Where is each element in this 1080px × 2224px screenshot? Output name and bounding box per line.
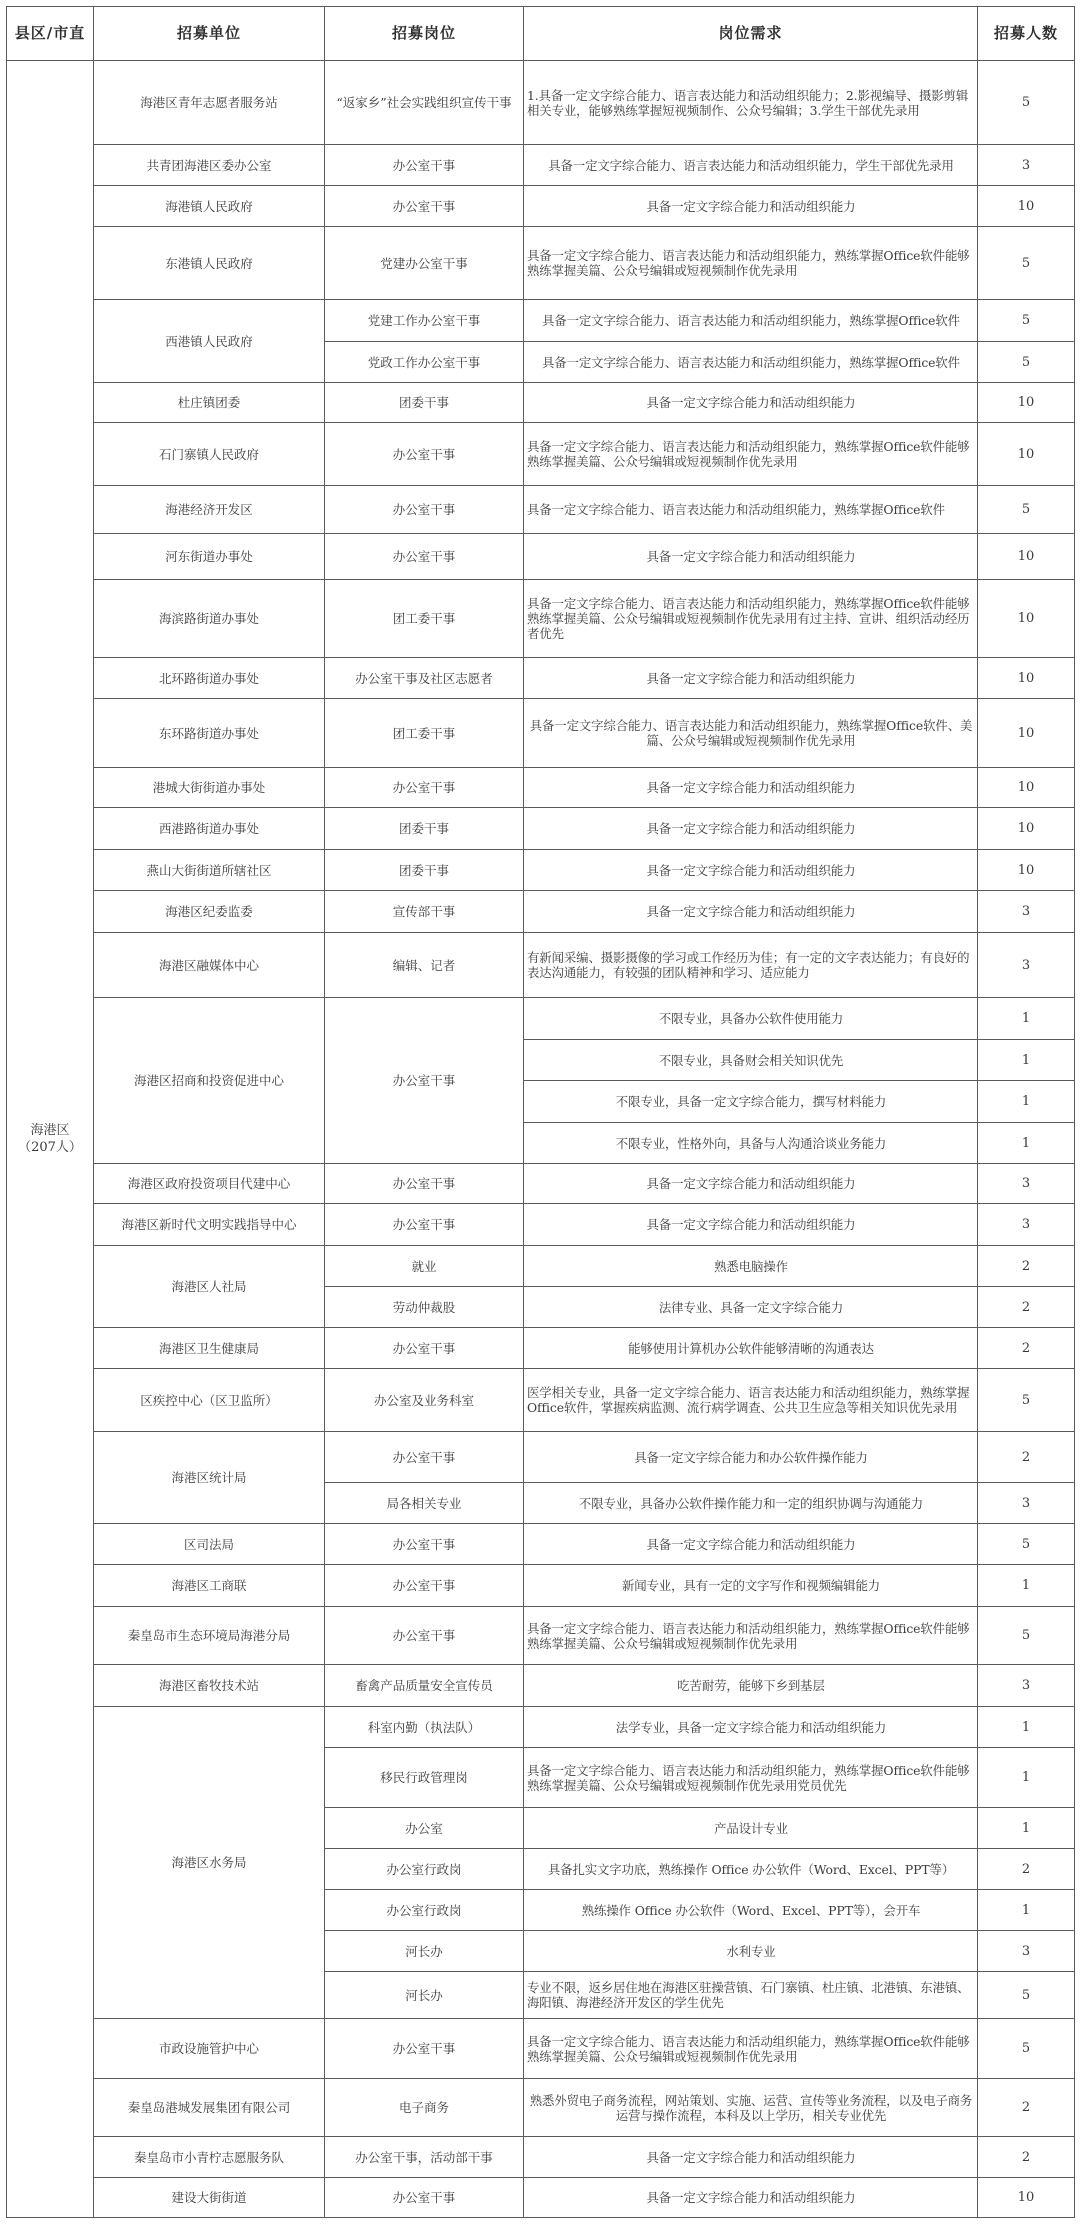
requirements-cell: 具备一定文字综合能力和活动组织能力 <box>524 2178 978 2218</box>
count-cell: 1 <box>978 1565 1075 1607</box>
requirements-cell: 具备一定文字综合能力、语言表达能力和活动组织能力，熟练掌握Office软件、美篇、公众号编辑或短视频制作优先录用 <box>524 699 978 768</box>
table-row <box>7 1369 1075 1432</box>
unit-cell: 河东街道办事处 <box>94 534 325 580</box>
count-cell: 5 <box>978 227 1075 300</box>
count-cell: 2 <box>978 1328 1075 1369</box>
count-cell: 5 <box>978 61 1075 145</box>
requirements-cell: 不限专业，具备办公软件操作能力和一定的组织协调与沟通能力 <box>524 1483 978 1524</box>
position-cell: 电子商务 <box>325 2079 524 2137</box>
position-cell: 团工委干事 <box>325 580 524 658</box>
unit-cell: 海滨路街道办事处 <box>94 580 325 658</box>
position-cell: 团委干事 <box>325 383 524 423</box>
unit-cell: 海港经济开发区 <box>94 486 325 534</box>
table-row <box>7 658 1075 699</box>
count-cell: 3 <box>978 1483 1075 1524</box>
position-cell: 宣传部干事 <box>325 891 524 933</box>
count-cell: 1 <box>978 1040 1075 1081</box>
requirements-cell: 法律专业、具备一定文字综合能力 <box>524 1287 978 1328</box>
count-cell: 3 <box>978 1164 1075 1204</box>
requirements-cell: 产品设计专业 <box>524 1808 978 1849</box>
requirements-cell: 熟练操作 Office 办公软件（Word、Excel、PPT等），会开车 <box>524 1890 978 1931</box>
requirements-cell: 熟悉电脑操作 <box>524 1246 978 1287</box>
table-row <box>7 1328 1075 1369</box>
requirements-cell: 具备一定文字综合能力、语言表达能力和活动组织能力，熟练掌握Office软件能够熟练掌握美篇、公众号编辑或短视频制作优先录用 <box>524 227 978 300</box>
unit-cell: 区疾控中心（区卫监所） <box>94 1369 325 1432</box>
requirements-cell: 具备一定文字综合能力和活动组织能力 <box>524 808 978 850</box>
table-row <box>7 768 1075 808</box>
requirements-cell: 水利专业 <box>524 1931 978 1972</box>
unit-cell: 燕山大街街道所辖社区 <box>94 850 325 891</box>
unit-cell: 东港镇人民政府 <box>94 227 325 300</box>
position-cell: 畜禽产品质量安全宣传员 <box>325 1665 524 1707</box>
requirements-cell: 法学专业，具备一定文字综合能力和活动组织能力 <box>524 1707 978 1748</box>
position-cell: 团工委干事 <box>325 699 524 768</box>
table-row <box>7 383 1075 423</box>
unit-cell: 海港区卫生健康局 <box>94 1328 325 1369</box>
requirements-cell: 具备一定文字综合能力和活动组织能力 <box>524 850 978 891</box>
count-cell: 2 <box>978 1246 1075 1287</box>
count-cell: 5 <box>978 1607 1075 1665</box>
count-cell: 3 <box>978 1204 1075 1246</box>
table-row <box>7 61 1075 145</box>
position-cell: 就业 <box>325 1246 524 1287</box>
table-row <box>7 423 1075 486</box>
district-name: 海港区 <box>30 1123 70 1138</box>
position-cell: 局各相关专业 <box>325 1483 524 1524</box>
requirements-cell: 具备一定文字综合能力和活动组织能力 <box>524 383 978 423</box>
count-cell: 10 <box>978 850 1075 891</box>
table-row <box>7 1524 1075 1565</box>
unit-cell: 杜庄镇团委 <box>94 383 325 423</box>
position-cell: 办公室干事 <box>325 2019 524 2079</box>
position-cell: 办公室干事 <box>325 998 524 1164</box>
position-cell: 团委干事 <box>325 850 524 891</box>
requirements-cell: 具备一定文字综合能力、语言表达能力和活动组织能力，熟练掌握Office软件 <box>524 486 978 534</box>
requirements-cell: 具备一定文字综合能力和活动组织能力 <box>524 891 978 933</box>
requirements-cell: 不限专业，具备办公软件使用能力 <box>524 998 978 1040</box>
count-cell: 1 <box>978 998 1075 1040</box>
table-row <box>7 1204 1075 1246</box>
position-cell: 党政工作办公室干事 <box>325 342 524 383</box>
requirements-cell: 不限专业，性格外向，具备与人沟通洽谈业务能力 <box>524 1123 978 1164</box>
table-row <box>7 2019 1075 2079</box>
count-cell: 10 <box>978 699 1075 768</box>
count-cell: 3 <box>978 1665 1075 1707</box>
requirements-cell: 1.具备一定文字综合能力、语言表达能力和活动组织能力；2.影视编导、摄影剪辑相关专业，能够熟练掌握短视频制作、公众号编辑；3.学生干部优先录用 <box>524 61 978 145</box>
requirements-cell: 具备一定文字综合能力、语言表达能力和活动组织能力，熟练掌握Office软件能够熟练掌握美篇、公众号编辑或短视频制作优先录用 <box>524 2019 978 2079</box>
table-row <box>7 1432 1075 1483</box>
unit-cell: 建设大街街道 <box>94 2178 325 2218</box>
count-cell: 2 <box>978 1432 1075 1483</box>
unit-cell: 共青团海港区委办公室 <box>94 145 325 186</box>
position-cell: 办公室干事 <box>325 1204 524 1246</box>
count-cell: 1 <box>978 1808 1075 1849</box>
table-row <box>7 1246 1075 1287</box>
position-cell: 移民行政管理岗 <box>325 1748 524 1808</box>
unit-cell: 海港区工商联 <box>94 1565 325 1607</box>
header-position: 招募岗位 <box>325 7 524 61</box>
table-row <box>7 145 1075 186</box>
requirements-cell: 不限专业，具备一定文字综合能力，撰写材料能力 <box>524 1081 978 1123</box>
requirements-cell: 具备一定文字综合能力、语言表达能力和活动组织能力，熟练掌握Office软件 <box>524 342 978 383</box>
district-cell <box>7 61 94 2218</box>
unit-cell: 石门寨镇人民政府 <box>94 423 325 486</box>
requirements-cell: 具备扎实文字功底，熟练操作 Office 办公软件（Word、Excel、PPT等） <box>524 1849 978 1890</box>
position-cell: 办公室干事 <box>325 2178 524 2218</box>
count-cell: 5 <box>978 486 1075 534</box>
requirements-cell: 具备一定文字综合能力和活动组织能力 <box>524 1204 978 1246</box>
position-cell: 编辑、记者 <box>325 933 524 998</box>
count-cell: 3 <box>978 1931 1075 1972</box>
table-row <box>7 186 1075 227</box>
requirements-cell: 具备一定文字综合能力、语言表达能力和活动组织能力，熟练掌握Office软件能够熟练掌握美篇、公众号编辑或短视频制作优先录用 <box>524 1607 978 1665</box>
requirements-cell: 具备一定文字综合能力和活动组织能力 <box>524 768 978 808</box>
position-cell: 团委干事 <box>325 808 524 850</box>
requirements-cell: 具备一定文字综合能力和办公软件操作能力 <box>524 1432 978 1483</box>
unit-cell: 海港区水务局 <box>94 1707 325 2019</box>
unit-cell: 港城大街街道办事处 <box>94 768 325 808</box>
table-row <box>7 1665 1075 1707</box>
requirements-cell: 具备一定文字综合能力、语言表达能力和活动组织能力，熟练掌握Office软件能够熟练掌握美篇、公众号编辑或短视频制作优先录用 <box>524 423 978 486</box>
table-row <box>7 998 1075 1040</box>
count-cell: 2 <box>978 1849 1075 1890</box>
table-row <box>7 808 1075 850</box>
unit-cell: 区司法局 <box>94 1524 325 1565</box>
table-row <box>7 891 1075 933</box>
position-cell: 办公室干事 <box>325 1524 524 1565</box>
unit-cell: 西港镇人民政府 <box>94 300 325 383</box>
header-count: 招募人数 <box>978 7 1075 61</box>
requirements-cell: 具备一定文字综合能力和活动组织能力 <box>524 2137 978 2178</box>
unit-cell: 秦皇岛港城发展集团有限公司 <box>94 2079 325 2137</box>
unit-cell: 北环路街道办事处 <box>94 658 325 699</box>
count-cell: 1 <box>978 1081 1075 1123</box>
count-cell: 10 <box>978 658 1075 699</box>
position-cell: 河长办 <box>325 1931 524 1972</box>
position-cell: 办公室干事 <box>325 1607 524 1665</box>
count-cell: 5 <box>978 1972 1075 2019</box>
requirements-cell: 具备一定文字综合能力和活动组织能力 <box>524 1164 978 1204</box>
count-cell: 2 <box>978 2079 1075 2137</box>
requirements-cell: 专业不限，返乡居住地在海港区驻操营镇、石门寨镇、杜庄镇、北港镇、东港镇、海阳镇、海港经济开发区的学生优先 <box>524 1972 978 2019</box>
unit-cell: 秦皇岛市小青柠志愿服务队 <box>94 2137 325 2178</box>
count-cell: 10 <box>978 2178 1075 2218</box>
count-cell: 3 <box>978 145 1075 186</box>
table-row <box>7 1565 1075 1607</box>
unit-cell: 海港区畜牧技术站 <box>94 1665 325 1707</box>
count-cell: 10 <box>978 580 1075 658</box>
table-row <box>7 1164 1075 1204</box>
count-cell: 5 <box>978 1369 1075 1432</box>
count-cell: 1 <box>978 1707 1075 1748</box>
table-row <box>7 534 1075 580</box>
position-cell: 党建办公室干事 <box>325 227 524 300</box>
requirements-cell: 具备一定文字综合能力和活动组织能力 <box>524 534 978 580</box>
count-cell: 10 <box>978 534 1075 580</box>
header-requirements: 岗位需求 <box>524 7 978 61</box>
unit-cell: 海港区纪委监委 <box>94 891 325 933</box>
table-row <box>7 850 1075 891</box>
requirements-cell: 医学相关专业，具备一定文字综合能力、语言表达能力和活动组织能力，熟练掌握Office软件，掌握疾病监测、流行病学调查、公共卫生应急等相关知识优先录用 <box>524 1369 978 1432</box>
position-cell: 党建工作办公室干事 <box>325 300 524 342</box>
recruitment-table <box>6 6 1075 2218</box>
count-cell: 10 <box>978 383 1075 423</box>
count-cell: 1 <box>978 1123 1075 1164</box>
unit-cell: 西港路街道办事处 <box>94 808 325 850</box>
count-cell: 5 <box>978 1524 1075 1565</box>
table-body <box>7 61 1075 2218</box>
count-cell: 3 <box>978 933 1075 998</box>
count-cell: 1 <box>978 1748 1075 1808</box>
table-row <box>7 227 1075 300</box>
table-row <box>7 2137 1075 2178</box>
unit-cell: 东环路街道办事处 <box>94 699 325 768</box>
position-cell: 办公室干事 <box>325 186 524 227</box>
position-cell: 科室内勤（执法队） <box>325 1707 524 1748</box>
unit-cell: 海港区统计局 <box>94 1432 325 1524</box>
table-row <box>7 486 1075 534</box>
requirements-cell: 具备一定文字综合能力、语言表达能力和活动组织能力，熟练掌握Office软件能够熟练掌握美篇、公众号编辑或短视频制作优先录用党员优先 <box>524 1748 978 1808</box>
unit-cell: 海港区政府投资项目代建中心 <box>94 1164 325 1204</box>
header-district: 县区/市直 <box>7 7 94 61</box>
requirements-cell: 具备一定文字综合能力、语言表达能力和活动组织能力，学生干部优先录用 <box>524 145 978 186</box>
table-row <box>7 2079 1075 2137</box>
count-cell: 5 <box>978 342 1075 383</box>
table-row <box>7 300 1075 342</box>
requirements-cell: 熟悉外贸电子商务流程，网站策划、实施、运营、宣传等业务流程，以及电子商务运营与操作流程，本科及以上学历，相关专业优先 <box>524 2079 978 2137</box>
unit-cell: 海港镇人民政府 <box>94 186 325 227</box>
requirements-cell: 吃苦耐劳，能够下乡到基层 <box>524 1665 978 1707</box>
requirements-cell: 具备一定文字综合能力和活动组织能力 <box>524 658 978 699</box>
position-cell: 劳动仲裁股 <box>325 1287 524 1328</box>
requirements-cell: 具备一定文字综合能力、语言表达能力和活动组织能力，熟练掌握Office软件能够熟练掌握美篇、公众号编辑或短视频制作优先录用有过主持、宣讲、组织活动经历者优先 <box>524 580 978 658</box>
count-cell: 10 <box>978 768 1075 808</box>
position-cell: “返家乡”社会实践组织宣传干事 <box>325 61 524 145</box>
table-row <box>7 2178 1075 2218</box>
count-cell: 10 <box>978 423 1075 486</box>
district-count: （207人） <box>18 1140 82 1155</box>
position-cell: 办公室干事 <box>325 534 524 580</box>
position-cell: 办公室干事 <box>325 1565 524 1607</box>
position-cell: 办公室干事 <box>325 145 524 186</box>
count-cell: 10 <box>978 186 1075 227</box>
unit-cell: 海港区青年志愿者服务站 <box>94 61 325 145</box>
table-row <box>7 1607 1075 1665</box>
position-cell: 办公室干事 <box>325 768 524 808</box>
position-cell: 办公室干事，活动部干事 <box>325 2137 524 2178</box>
requirements-cell: 具备一定文字综合能力和活动组织能力 <box>524 1524 978 1565</box>
count-cell: 1 <box>978 1890 1075 1931</box>
position-cell: 办公室及业务科室 <box>325 1369 524 1432</box>
count-cell: 2 <box>978 1287 1075 1328</box>
header-row <box>7 7 1075 61</box>
table-row <box>7 699 1075 768</box>
position-cell: 办公室干事及社区志愿者 <box>325 658 524 699</box>
requirements-cell: 不限专业，具备财会相关知识优先 <box>524 1040 978 1081</box>
count-cell: 10 <box>978 808 1075 850</box>
requirements-cell: 具备一定文字综合能力和活动组织能力 <box>524 186 978 227</box>
count-cell: 3 <box>978 891 1075 933</box>
count-cell: 5 <box>978 2019 1075 2079</box>
unit-cell: 秦皇岛市生态环境局海港分局 <box>94 1607 325 1665</box>
position-cell: 河长办 <box>325 1972 524 2019</box>
position-cell: 办公室干事 <box>325 1164 524 1204</box>
requirements-cell: 新闻专业，具有一定的文字写作和视频编辑能力 <box>524 1565 978 1607</box>
header-unit: 招募单位 <box>94 7 325 61</box>
position-cell: 办公室干事 <box>325 1328 524 1369</box>
position-cell: 办公室行政岗 <box>325 1849 524 1890</box>
requirements-cell: 具备一定文字综合能力、语言表达能力和活动组织能力，熟练掌握Office软件 <box>524 300 978 342</box>
table-row <box>7 1707 1075 1748</box>
unit-cell: 海港区融媒体中心 <box>94 933 325 998</box>
position-cell: 办公室 <box>325 1808 524 1849</box>
requirements-cell: 能够使用计算机办公软件能够清晰的沟通表达 <box>524 1328 978 1369</box>
position-cell: 办公室干事 <box>325 1432 524 1483</box>
unit-cell: 海港区新时代文明实践指导中心 <box>94 1204 325 1246</box>
position-cell: 办公室干事 <box>325 486 524 534</box>
table-row <box>7 933 1075 998</box>
requirements-cell: 有新闻采编、摄影摄像的学习或工作经历为佳；有一定的文字表达能力；有良好的表达沟通能力，有较强的团队精神和学习、适应能力 <box>524 933 978 998</box>
count-cell: 5 <box>978 300 1075 342</box>
unit-cell: 市政设施管护中心 <box>94 2019 325 2079</box>
table-row <box>7 580 1075 658</box>
unit-cell: 海港区招商和投资促进中心 <box>94 998 325 1164</box>
position-cell: 办公室行政岗 <box>325 1890 524 1931</box>
position-cell: 办公室干事 <box>325 423 524 486</box>
count-cell: 2 <box>978 2137 1075 2178</box>
unit-cell: 海港区人社局 <box>94 1246 325 1328</box>
